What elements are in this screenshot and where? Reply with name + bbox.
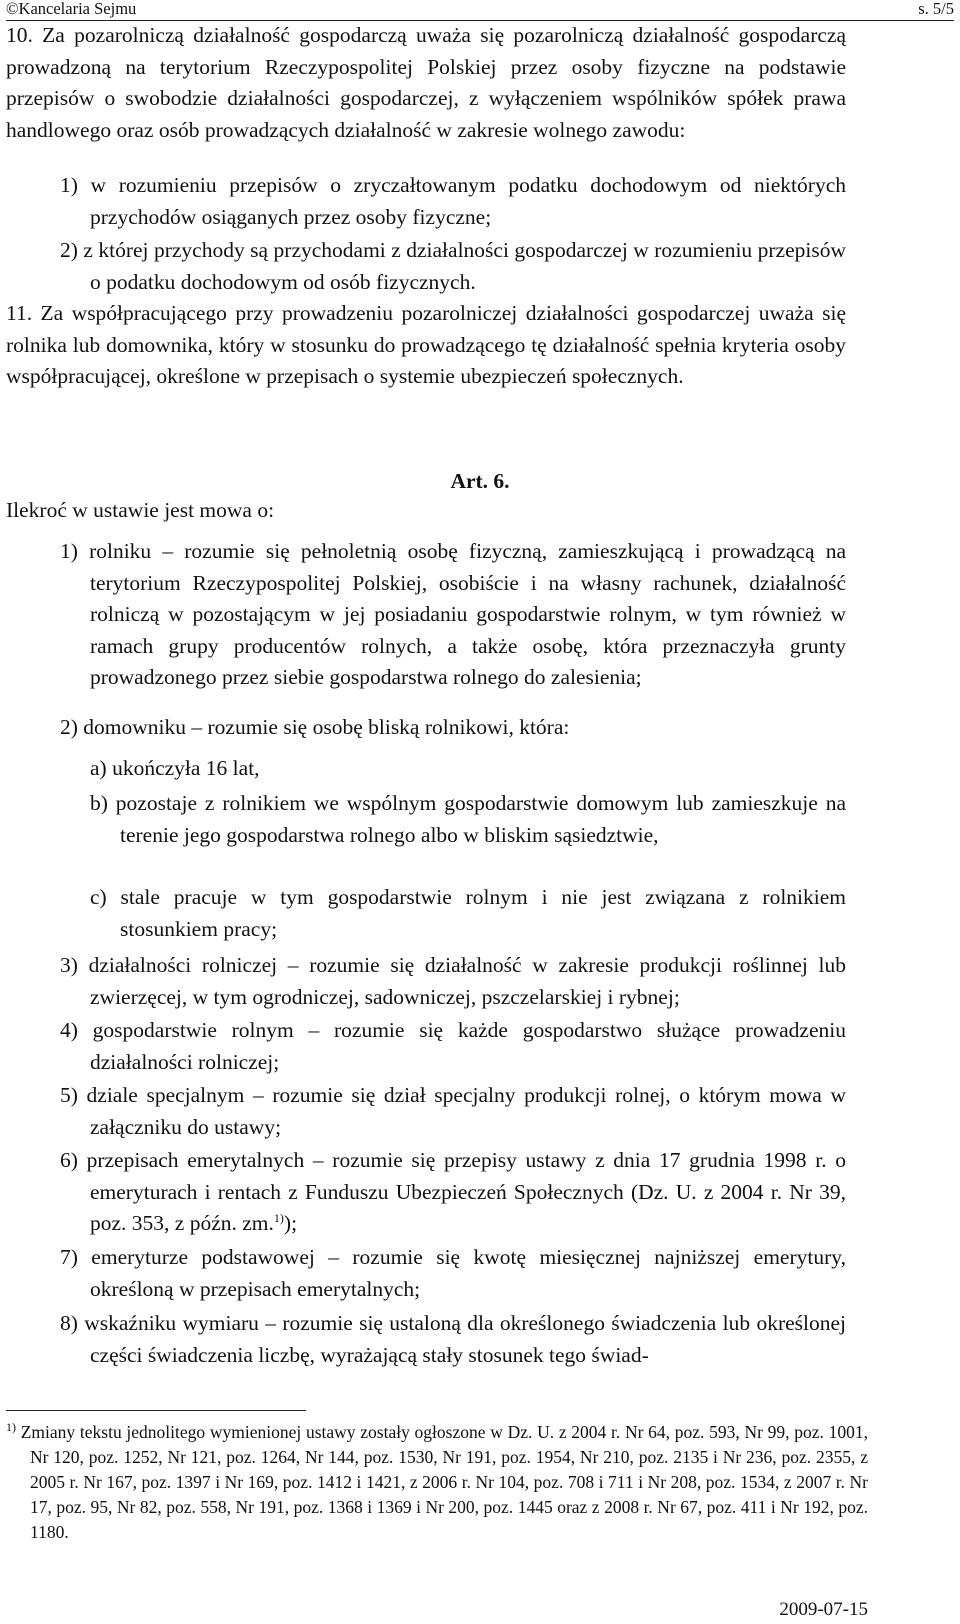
paragraph-10-point-2: 2) z której przychody są przychodami z działalności gospodarczej w rozumieniu przepisów o podatku dochodowym od osób fizycznych. (60, 238, 846, 294)
article-item-2c: c) stale pracuje w tym gospodarstwie rolnym i nie jest związana z rolnikiem stosunkiem pracy; (90, 885, 846, 941)
article-item-2b: b) pozostaje z rolnikiem we wspólnym gospodarstwie domowym lub zamieszkuje na terenie jego gospodarstwa rolnego albo w bliskim sąsiedztwie, (90, 791, 846, 847)
article-item-2: 2) domowniku – rozumie się osobę bliską rolnikowi, która: (60, 715, 570, 739)
article-item-8: 8) wskaźniku wymiaru – rozumie się ustaloną dla określonego świadczenia lub określonej części świadczenia liczbę, wyrażającą stały stosunek tego świad- (60, 1311, 846, 1367)
article-intro: Ilekroć w ustawie jest mowa o: (6, 498, 275, 522)
header-page-number: s. 5/5 (918, 0, 954, 18)
paragraph-10-point-1: 1) w rozumieniu przepisów o zryczałtowanym podatku dochodowym od niektórych przychodów osiąganych przez osoby fizyczne; (60, 173, 846, 229)
article-item-5: 5) dziale specjalnym – rozumie się dział specjalny produkcji rolnej, o którym mowa w załączniku do ustawy; (60, 1083, 846, 1139)
article-item-7: 7) emeryturze podstawowej – rozumie się kwotę miesięcznej najniższej emerytury, określoną w przepisach emerytalnych; (60, 1245, 846, 1301)
article-item-1: 1) rolniku – rozumie się pełnoletnią osobę fizyczną, zamieszkującą i prowadzącą na terytorium Rzeczypospolitej Polskiej, osobiście i na własny rachunek, działalność rolniczą w pozostającym w jej posiadaniu gospodarstwie rolnym, w tym również w ramach grupy producentów rolnych, a także osobę, która przeznaczyła grunty prowadzonego przez siebie gospodarstwa rolnego do zalesienia; (60, 539, 846, 689)
footnote-body (6, 1420, 868, 1545)
article-item-6-text: 6) przepisach emerytalnych – rozumie się przepisy ustawy z dnia 17 grudnia 1998 r. o emeryturach i rentach z Funduszu Ubezpieczeń Społecznych (Dz. U. z 2004 r. Nr 39, poz. 353, z późn. zm. (60, 1148, 846, 1235)
footnote-number: 1) (6, 1420, 16, 1435)
article-title: Art. 6. (450, 469, 510, 493)
paragraph-11: 11. Za współpracującego przy prowadzeniu pozarolniczej działalności gospodarczej uważa się rolnika lub domownika, który w stosunku do prowadzącego tę działalność spełnia kryteria osoby współpracującej, określone w przepisach o systemie ubezpieczeń społecznych. (6, 301, 846, 388)
footnote (6, 1420, 868, 1545)
footnote-separator (6, 1410, 306, 1411)
article-item-4: 4) gospodarstwie rolnym – rozumie się każde gospodarstwo służące prowadzeniu działalności rolniczej; (60, 1018, 846, 1074)
article-item-3: 3) działalności rolniczej – rozumie się działalność w zakresie produkcji roślinnej lub zwierzęcej, w tym ogrodniczej, sadowniczej, pszczelarskiej i rybnej; (60, 953, 846, 1009)
footnote-text: Zmiany tekstu jednolitego wymienionej ustawy zostały ogłoszone w Dz. U. z 2004 r. Nr 64, poz. 593, Nr 99, poz. 1001, Nr 120, poz. 1252, Nr 121, poz. 1264, Nr 144, poz. 1530, Nr 191, poz. 1954, Nr 210, poz. 2135 i Nr 236, poz. 2355, z 2005 r. Nr 167, poz. 1397 i Nr 169, poz. 1412 i 1421, z 2006 r. Nr 104, poz. 708 i 711 i Nr 208, poz. 1534, z 2007 r. Nr 17, poz. 95, Nr 82, poz. 558, Nr 191, poz. 1368 i 1369 i Nr 200, poz. 1445 oraz z 2008 r. Nr 67, poz. 411 i Nr 192, poz. 1180. (20, 1422, 869, 1542)
article-item-6-end: ); (283, 1211, 298, 1235)
page-header (6, 0, 954, 21)
document-date: 2009-07-15 (779, 1599, 868, 1620)
footnote-reference[interactable]: 1) (273, 1210, 284, 1225)
article-item-6 (60, 1145, 846, 1240)
article-item-2a: a) ukończyła 16 lat, (90, 756, 260, 780)
header-publisher: ©Kancelaria Sejmu (6, 0, 137, 18)
paragraph-10: 10. Za pozarolniczą działalność gospodarczą uważa się pozarolniczą działalność gospodarczą prowadzoną na terytorium Rzeczypospolitej Polskiej przez osoby fizyczne na podstawie przepisów o swobodzie działalności gospodarczej, z wyłączeniem wspólników spółek prawa handlowego oraz osób prowadzących działalność w zakresie wolnego zawodu: (6, 23, 846, 142)
